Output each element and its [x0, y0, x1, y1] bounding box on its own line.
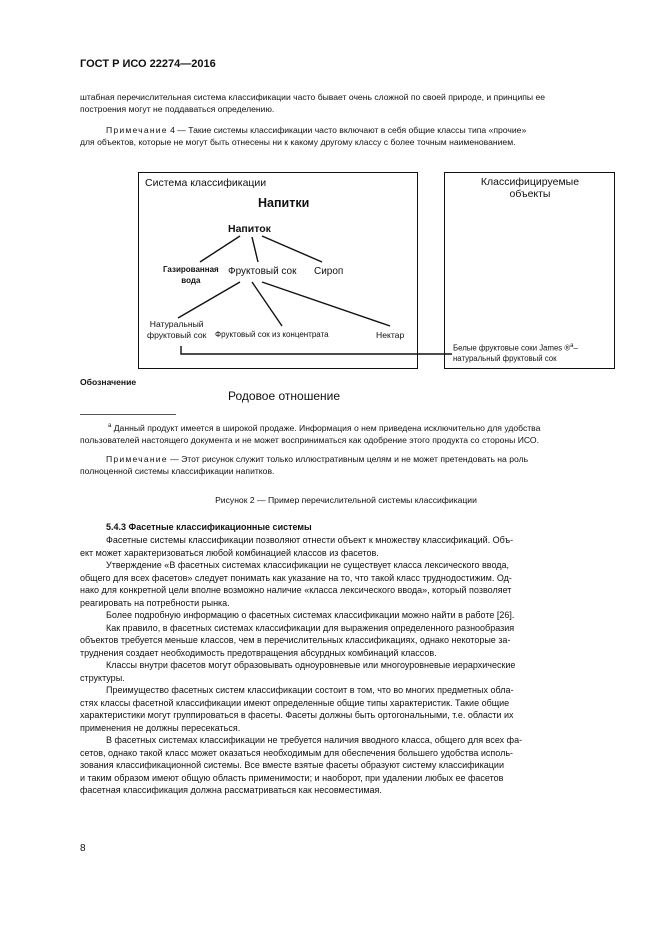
node-nectar: Нектар [376, 330, 405, 340]
paragraph-line: структуры. [80, 672, 125, 683]
relation-connector [181, 346, 452, 354]
edge-juice-nectar [262, 282, 390, 326]
edge-drink-juice [252, 237, 258, 262]
note-text: — Этот рисунок служит только иллюстративным целям и не может претендовать на роль [170, 454, 529, 464]
node-drink: Напиток [228, 223, 271, 235]
section-paragraph [80, 659, 612, 684]
edge-drink-water [200, 236, 240, 262]
paragraph-line: характеристики могут группироваться в фасеты. Фасеты должны быть ортогональными, т.е. области их [80, 710, 514, 720]
section-heading: 5.4.3 Фасетные классификационные системы [106, 522, 312, 532]
note-label: Примечание [106, 454, 168, 464]
paragraph-line: зования классификационной системы. Все вместе взятые фасеты образуют систему классификации [80, 760, 504, 770]
footnote-a [80, 420, 612, 447]
paragraph-line: Утверждение «В фасетных системах классификации не существует класса лексического ввода, [106, 560, 510, 570]
paragraph-line: Преимущество фасетных систем классификации состоит в том, что во многих предметных обла- [106, 685, 514, 695]
note-label: Примечание [106, 125, 168, 135]
node-syrup: Сироп [314, 266, 344, 277]
node-natural-juice [147, 319, 206, 341]
paragraph-line: сетов, однако такой класс может оказаться необходимым для обеспечения большего удобства исполь- [80, 747, 514, 758]
node-sparkling-water [163, 264, 219, 286]
paragraph-line: фасетная классификация должна рассматриваться как несовместимая. [80, 785, 382, 795]
footnote-separator [80, 414, 176, 415]
document-header: ГОСТ Р ИСО 22274—2016 [80, 58, 216, 70]
section-paragraph [80, 534, 612, 559]
intro-line: построения могут не поддаваться определению. [80, 104, 275, 115]
node-label: вода [181, 276, 201, 285]
paragraph-line: Более подробную информацию о фасетных системах классификации можно найти в работе [26]. [106, 610, 515, 620]
footnote-line [80, 420, 612, 434]
section-paragraph [80, 622, 612, 660]
paragraph-line: Фасетные системы классификации позволяют отнести объект к множеству классификаций. Объ- [106, 535, 514, 545]
system-label: Система классификации [145, 177, 267, 189]
page-number: 8 [80, 843, 86, 854]
section-body [80, 534, 612, 797]
figure-note-line [80, 453, 612, 465]
objects-title-line: Классифицируемые [480, 176, 580, 188]
edge-drink-syrup [262, 236, 322, 262]
node-fruit-juice: Фруктовый сок [228, 266, 297, 277]
note-text: 4 — Такие системы классификации часто включают в себя общие классы типа «прочие» [170, 125, 527, 135]
edge-juice-concentrate [252, 282, 282, 326]
object-item-line [453, 341, 578, 354]
paragraph-line: труднения создает необходимость предотвращения абсурдных комбинаций классов. [80, 647, 437, 658]
footnote-marker: a [108, 423, 112, 429]
footnote-line: пользователей настоящего документа и не может восприниматься как одобрение этого продукта со стороны ИСО. [80, 435, 540, 446]
legend-label: Обозначение [80, 377, 137, 387]
paragraph-line: В фасетных системах классификации не требуется наличия вводного класса, общего для всех фа- [106, 735, 523, 745]
node-label: фруктовый сок [147, 330, 207, 340]
figure-note-line: полноценной системы классификации напитков. [80, 466, 275, 477]
footnote-marker: a [570, 343, 574, 349]
section-paragraph [80, 559, 612, 609]
intro-line: штабная перечислительная система классификации часто бывает очень сложной по своей природе, и принципы ее [80, 92, 546, 102]
paragraph-line: Классы внутри фасетов могут образовывать одноуровневые или многоуровневые иерархические [106, 660, 516, 670]
section-paragraph [80, 609, 612, 622]
figure-caption: Рисунок 2 — Пример перечислительной системы классификации [215, 495, 477, 505]
node-concentrate-juice: Фруктовый сок из концентрата [215, 330, 329, 339]
figure-note [80, 453, 612, 478]
paragraph-line: объектов требуется меньше классов, чем в перечислительных классификациях, однако некоторые за- [80, 635, 511, 645]
object-item-line: натуральный фруктовый сок [453, 353, 557, 363]
paragraph-line: применения не должны пересекаться. [80, 722, 241, 733]
paragraph-line: и таким образом имеют общую область применимости; и наоборот, при удалении любых ее фасетов [80, 772, 504, 783]
intro-note-line: для объектов, которые не могут быть отнесены ни к какому другому классу с более точным наименованием. [80, 137, 516, 148]
paragraph-line: общего для всех фасетов» следует понимать как указание на то, что такой класс труднодостижим. Од- [80, 572, 512, 583]
paragraph-line: реагировать на потребности рынка. [80, 597, 230, 608]
node-label: Натуральный [149, 319, 204, 329]
paragraph-line: стях классы фасетной классификации имеют определенные общие типы характеристик. Такие общие [80, 697, 510, 708]
paragraph-line: нако для конкретной цели вполне возможно наличие «класса лексического ввода», который позволяет [80, 585, 512, 595]
footnote-text: Данный продукт имеется в широкой продаже. Информация о нем приведена исключительно для удобства [113, 422, 541, 433]
paragraph-line: Как правило, в фасетных системах классификации для выражения определенного разнообразия [106, 622, 515, 633]
root-node: Напитки [258, 196, 310, 210]
relation-label: Родовое отношение [228, 389, 340, 403]
section-paragraph [80, 734, 612, 797]
node-label: Газированная [163, 265, 219, 274]
section-paragraph [80, 684, 612, 734]
object-item-dash: – [573, 343, 578, 353]
paragraph-line: ект может характеризоваться любой комбинацией классов из фасетов. [80, 547, 379, 558]
objects-title-line: объекты [509, 188, 551, 200]
objects-title [450, 176, 610, 200]
edge-juice-natural [178, 282, 240, 318]
object-item-text: Белые фруктовые соки James ® [453, 343, 571, 353]
object-item [453, 341, 578, 364]
